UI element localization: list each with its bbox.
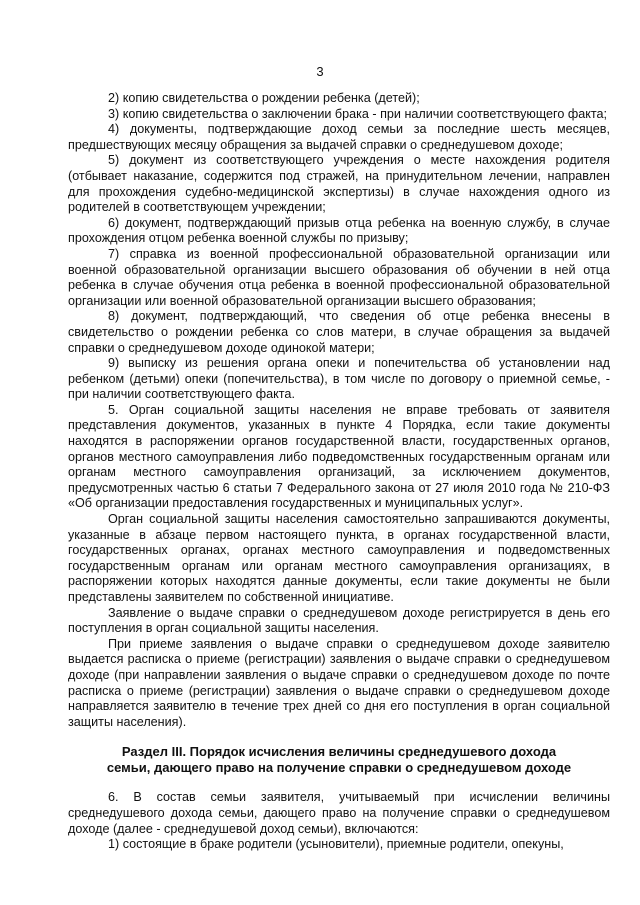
paragraph-item-7: 7) справка из военной профессиональной образовательной организации или военной образовательной организации высшего образования об обучении в ней отца ребенка в случае обучения отца ребенка в военной профессиональной образовательной организации или военной образовательной организации высшего образования; (68, 246, 610, 308)
section-heading-line-2: семьи, дающего право на получение справки о среднедушевом доходе (106, 760, 572, 776)
paragraph-receipt: При приеме заявления о выдаче справки о среднедушевом доходе заявителю выдается расписка о приеме (регистрации) заявления о выдаче справки о среднедушевом доходе (при направлении заявления о выдаче справки о среднедушевом доходе по почте расписка о приеме (регистрации) заявления о выдаче справки о среднедушевом доходе направляется заявителю в течение трех дней со дня его поступления в орган социальной защиты населения). (68, 636, 610, 729)
paragraph-clause-5-requests: Орган социальной защиты населения самостоятельно запрашиваются документы, указанные в абзаце первом настоящего пункта, в органах государственной власти, государственных органах, органах местного самоуправления и подведомственных государственным органам или органам местного самоуправления организациях, в распоряжении которых находятся данные документы, если такие документы не были представлены заявителем по собственной инициативе. (68, 512, 610, 604)
paragraph-item-2: 2) копию свидетельства о рождении ребенка (детей); (108, 91, 420, 105)
paragraph-item-4: 4) документы, подтверждающие доход семьи за последние шесть месяцев, предшествующих месяцу обращения за выдачей справки о среднедушевом доходе; (68, 122, 610, 152)
paragraph-item-8: 8) документ, подтверждающий, что сведения об отце ребенка внесены в свидетельство о рождении ребенка со слов матери, в случае обращения за выдачей справки о среднедушевом доходе одинокой матери; (68, 309, 610, 355)
document-body (68, 91, 610, 853)
paragraph-clause-6: 6. В состав семьи заявителя, учитываемый при исчислении величины среднедушевого дохода семьи, дающего право на получение справки о среднедушевом доходе (далее - среднедушевой доход семьи), включаются: (68, 790, 610, 836)
section-heading-line-1: Раздел III. Порядок исчисления величины среднедушевого дохода (121, 744, 557, 760)
section-heading (68, 744, 610, 776)
paragraph-registration: Заявление о выдаче справки о среднедушевом доходе регистрируется в день его поступления в орган социальной защиты населения. (68, 605, 610, 636)
paragraph-item-6: 6) документ, подтверждающий призыв отца ребенка на военную службу, в случае прохождения отцом ребенка военной службы по призыву; (68, 215, 610, 246)
paragraph-clause-5: 5. Орган социальной защиты населения не вправе требовать от заявителя представления документов, указанных в пункте 4 Порядка, если такие документы находятся в распоряжении органов государственной власти, государственных органов, органов местного самоуправления либо подведомственных государственным органам или органам местного самоуправления организаций, за исключением документов, предусмотренных частью 6 статьи 7 Федерального закона от 27 июля 2010 года № 210-ФЗ «Об организации предоставления государственных и муниципальных услуг». (68, 402, 610, 511)
paragraph-item-9: 9) выписку из решения органа опеки и попечительства об установлении над ребенком (детьми) опеки (попечительства), в том числе по договору о приемной семье, - при наличии соответствующего факта. (68, 356, 610, 402)
page-number: 3 (316, 64, 324, 79)
paragraph-clause-6-item-1: 1) состоящие в браке родители (усыновители), приемные родители, опекуны, (108, 837, 564, 852)
paragraph-item-5: 5) документ из соответствующего учреждения о месте нахождения родителя (отбывает наказание, содержится под стражей, на принудительном лечении, направлен для прохождения судебно-медицинской экспертизы) в случае нахождения одного из родителей в соответствующем учреждении; (68, 153, 610, 215)
paragraph-item-3: 3) копию свидетельства о заключении брака - при наличии соответствующего факта; (108, 106, 608, 121)
